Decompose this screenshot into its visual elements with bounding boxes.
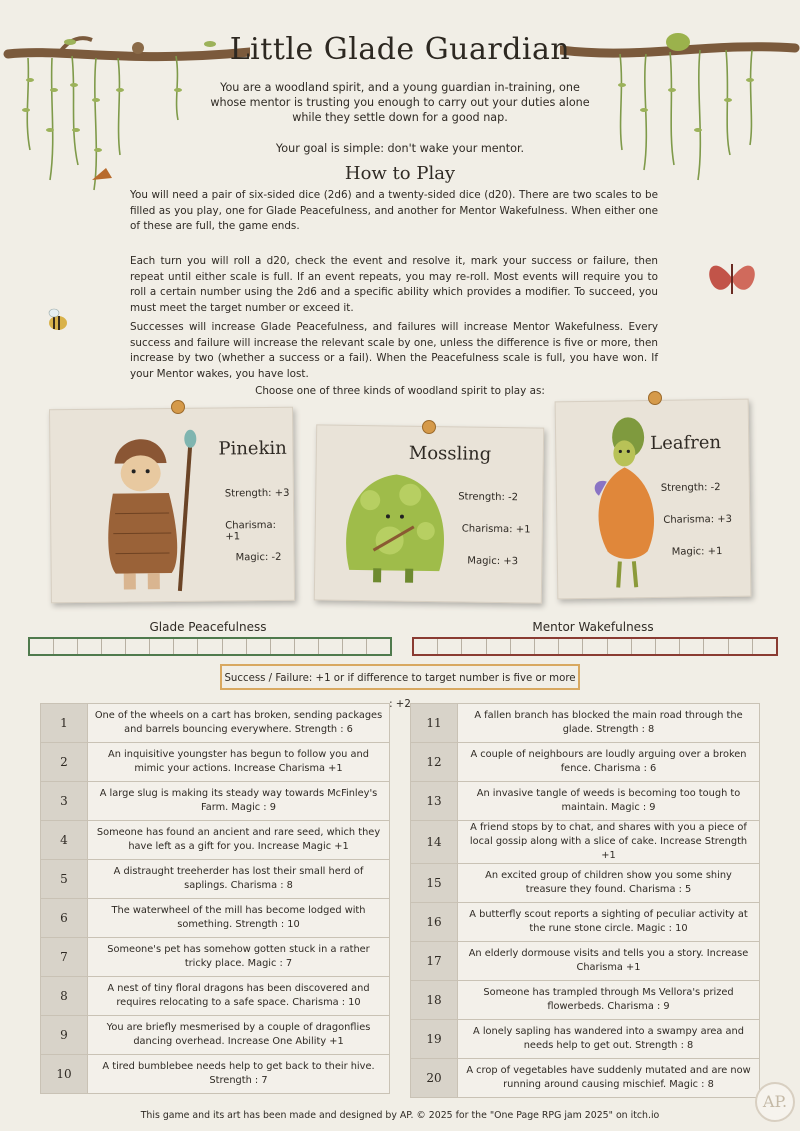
pin-icon — [171, 400, 185, 414]
scale-box[interactable] — [704, 639, 728, 654]
scale-box[interactable] — [54, 639, 78, 654]
event-description: A lonely sapling has wandered into a swampy area and needs help to get out. Strength : 8 — [458, 1020, 760, 1059]
event-description: A distraught treeherder has lost their small herd of saplings. Charisma : 8 — [88, 860, 390, 899]
event-number: 4 — [41, 821, 88, 860]
bee-illustration — [42, 305, 72, 335]
rules-paragraph-2: Each turn you will roll a d20, check the event and resolve it, mark your success or failure, then repeat until either scale is full. If an event repeats, you may re-roll. Most events will require you to roll a certain number using the 2d6 and a specific ability which provides a modifier. To succeed, you must meet the target number or exceed it. — [130, 255, 658, 314]
spirit-card-mossling — [314, 424, 544, 603]
butterfly-illustration — [704, 250, 760, 306]
event-description: A large slug is making its steady way towards McFinley's Farm. Magic : 9 — [88, 782, 390, 821]
event-number: 8 — [41, 977, 88, 1016]
table-row — [41, 821, 390, 860]
scale-box[interactable] — [271, 639, 295, 654]
event-number: 13 — [411, 782, 458, 821]
event-description: A fallen branch has blocked the main road through the glade. Strength : 8 — [458, 704, 760, 743]
event-description: A crop of vegetables have suddenly mutated and are now running around causing mischief. Magic : 8 — [458, 1059, 760, 1098]
mossling-magic: Magic: +3 — [467, 555, 519, 568]
scale-box[interactable] — [150, 639, 174, 654]
mentor-wakefulness-label: Mentor Wakefulness — [532, 620, 654, 634]
event-number: 18 — [411, 981, 458, 1020]
event-number: 3 — [41, 782, 88, 821]
scale-box[interactable] — [198, 639, 222, 654]
scale-box[interactable] — [247, 639, 271, 654]
event-description: The waterwheel of the mill has become lodged with something. Strength : 10 — [88, 899, 390, 938]
events-table-right — [410, 703, 760, 1098]
spirit-name-mossling: Mossling — [408, 442, 492, 465]
event-number: 9 — [41, 1016, 88, 1055]
scale-box[interactable] — [78, 639, 102, 654]
table-row — [41, 860, 390, 899]
goal-text: Your goal is simple: don't wake your mentor. — [275, 142, 525, 155]
success-failure-rule: Success / Failure: +1 or if difference to target number is five or more : +2 — [220, 664, 580, 690]
choose-spirit-text: Choose one of three kinds of woodland spirit to play as: — [255, 385, 545, 397]
event-description: A butterfly scout reports a sighting of peculiar activity at the rune stone circle. Magic : 10 — [458, 903, 760, 942]
spirit-name-leafren: Leafren — [650, 432, 722, 455]
mossling-strength: Strength: -2 — [458, 491, 519, 504]
scale-box[interactable] — [126, 639, 150, 654]
scale-box[interactable] — [680, 639, 704, 654]
event-description: A nest of tiny floral dragons has been discovered and requires relocating to a safe space. Charisma : 10 — [88, 977, 390, 1016]
scale-box[interactable] — [414, 639, 438, 654]
event-number: 15 — [411, 864, 458, 903]
table-row — [41, 743, 390, 782]
event-number: 19 — [411, 1020, 458, 1059]
table-row — [41, 782, 390, 821]
event-description: A tired bumblebee needs help to get back to their hive. Strength : 7 — [88, 1055, 390, 1094]
table-row — [41, 1055, 390, 1094]
event-description: An inquisitive youngster has begun to follow you and mimic your actions. Increase Charisma +1 — [88, 743, 390, 782]
event-description: Someone's pet has somehow gotten stuck in a rather tricky place. Magic : 7 — [88, 938, 390, 977]
event-number: 16 — [411, 903, 458, 942]
event-description: One of the wheels on a cart has broken, sending packages and barrels bouncing everywhere. Strength : 6 — [88, 704, 390, 743]
scale-box[interactable] — [535, 639, 559, 654]
rules-paragraph-1: You will need a pair of six-sided dice (2d6) and a twenty-sided dice (d20). There are two scales to be filled as you play, one for Glade Peacefulness, and another for Mentor Wakefulness. When either one of these are full, the game ends. — [130, 189, 658, 232]
scale-box[interactable] — [656, 639, 680, 654]
event-number: 7 — [41, 938, 88, 977]
event-number: 6 — [41, 899, 88, 938]
event-number: 2 — [41, 743, 88, 782]
scale-box[interactable] — [462, 639, 486, 654]
leafren-charisma: Charisma: +3 — [663, 513, 733, 526]
scale-box[interactable] — [511, 639, 535, 654]
table-row — [41, 977, 390, 1016]
event-number: 1 — [41, 704, 88, 743]
mossling-charisma: Charisma: +1 — [461, 523, 531, 536]
table-row — [411, 743, 760, 782]
event-description: A couple of neighbours are loudly arguing over a broken fence. Charisma : 6 — [458, 743, 760, 782]
event-number: 14 — [411, 821, 458, 864]
table-row — [411, 821, 760, 864]
event-number: 17 — [411, 942, 458, 981]
scale-box[interactable] — [632, 639, 656, 654]
scale-box[interactable] — [729, 639, 753, 654]
event-number: 11 — [411, 704, 458, 743]
intro-text: You are a woodland spirit, and a young guardian in-training, one whose mentor is trusting you enough to carry out your duties alone while they settle down for a good nap. — [210, 81, 590, 124]
table-row — [411, 1059, 760, 1098]
table-row — [41, 704, 390, 743]
scale-box[interactable] — [608, 639, 632, 654]
rules-paragraph-3: Successes will increase Glade Peacefulness, and failures will increase Mentor Wakefulness. Every success and failure will increase the relevant scale by one, unless the difference is five or more, then increase by two (whether a success or a fail). When the Peacefulness scale is full, you have won. If your Mentor wakes, you have lost. — [130, 321, 658, 380]
event-description: You are briefly mesmerised by a couple of dragonflies dancing overhead. Increase One Ability +1 — [88, 1016, 390, 1055]
spirit-card-leafren — [555, 399, 752, 600]
table-row — [41, 938, 390, 977]
glade-peacefulness-label: Glade Peacefulness — [149, 620, 267, 634]
events-table-left — [40, 703, 390, 1094]
event-number: 10 — [41, 1055, 88, 1094]
scale-box[interactable] — [753, 639, 776, 654]
table-row — [411, 704, 760, 743]
author-seal-logo: AP. — [755, 1082, 795, 1122]
event-number: 20 — [411, 1059, 458, 1098]
scale-box[interactable] — [438, 639, 462, 654]
scale-box[interactable] — [223, 639, 247, 654]
spirit-card-pinekin — [49, 407, 295, 604]
event-description: Someone has found an ancient and rare seed, which they have left as a gift for you. Increase Magic +1 — [88, 821, 390, 860]
table-row — [411, 903, 760, 942]
scale-box[interactable] — [102, 639, 126, 654]
scale-box[interactable] — [174, 639, 198, 654]
pin-icon — [422, 420, 436, 434]
scale-box[interactable] — [343, 639, 367, 654]
scale-box[interactable] — [367, 639, 390, 654]
mentor-wakefulness-scale[interactable] — [412, 637, 778, 656]
event-description: Someone has trampled through Ms Vellora's prized flowerbeds. Charisma : 9 — [458, 981, 760, 1020]
mossling-illustration — [339, 460, 453, 592]
spirit-name-pinekin: Pinekin — [218, 437, 287, 460]
event-number: 12 — [411, 743, 458, 782]
table-row — [41, 1016, 390, 1055]
table-row — [411, 942, 760, 981]
scale-box[interactable] — [559, 639, 583, 654]
glade-peacefulness-scale[interactable] — [28, 637, 392, 656]
event-description: An invasive tangle of weeds is becoming too tough to maintain. Magic : 9 — [458, 782, 760, 821]
pinekin-strength: Strength: +3 — [224, 487, 290, 500]
event-description: An excited group of children show you some shiny treasure they found. Charisma : 5 — [458, 864, 760, 903]
pinekin-magic: Magic: -2 — [235, 551, 282, 564]
scale-box[interactable] — [30, 639, 54, 654]
scale-box[interactable] — [583, 639, 607, 654]
table-row — [411, 1020, 760, 1059]
pinekin-illustration — [84, 423, 206, 596]
page-title: Little Glade Guardian — [229, 32, 571, 67]
table-row — [411, 981, 760, 1020]
event-description: An elderly dormouse visits and tells you a story. Increase Charisma +1 — [458, 942, 760, 981]
scale-box[interactable] — [487, 639, 511, 654]
table-row — [411, 782, 760, 821]
table-row — [411, 864, 760, 903]
scale-box[interactable] — [319, 639, 343, 654]
event-description: A friend stops by to chat, and shares with you a piece of local gossip along with a slice of cake. Increase Strength +1 — [458, 821, 760, 864]
table-row — [41, 899, 390, 938]
footer-credits: This game and its art has been made and designed by AP. © 2025 for the "One Page RPG jam 2025" on itch.io — [140, 1110, 660, 1121]
scale-box[interactable] — [295, 639, 319, 654]
leafren-strength: Strength: -2 — [660, 482, 721, 494]
event-number: 5 — [41, 860, 88, 899]
how-to-play-heading: How to Play — [344, 163, 456, 184]
leafren-magic: Magic: +1 — [671, 546, 723, 558]
pinekin-charisma: Charisma: +1 — [225, 519, 277, 543]
pin-icon — [648, 391, 662, 405]
